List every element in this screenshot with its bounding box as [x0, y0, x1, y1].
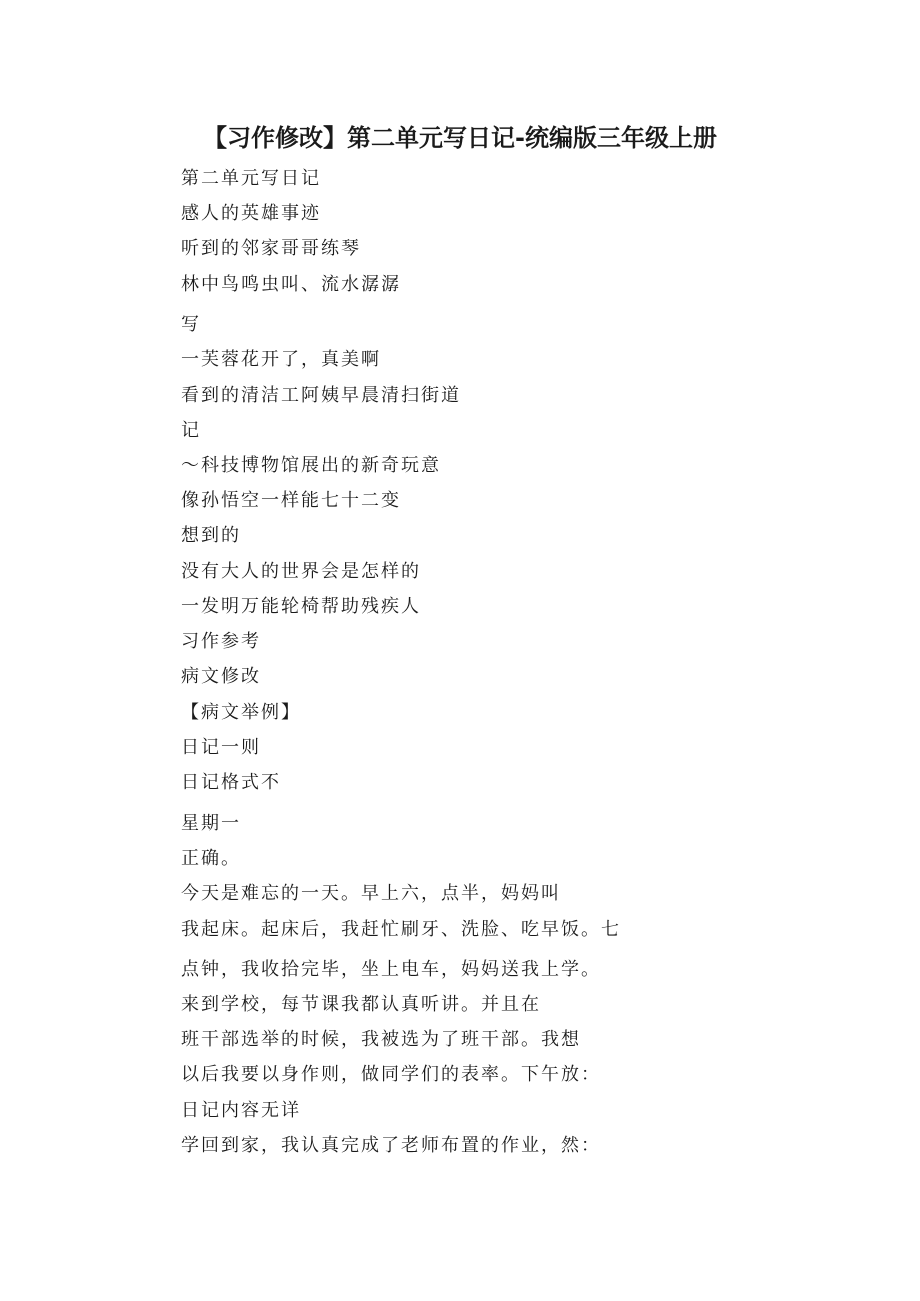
text-line: 点钟，我收拾完毕，坐上电车，妈妈送我上学。 — [181, 959, 601, 980]
text-line: 写 — [181, 314, 201, 335]
text-line: 第二单元写日记 — [181, 168, 321, 189]
text-line: 像孙悟空一样能七十二变 — [181, 490, 401, 511]
text-line: 一芙蓉花开了，真美啊 — [181, 349, 381, 370]
text-line: 想到的 — [181, 525, 241, 546]
text-line: 感人的英雄事迹 — [181, 203, 321, 224]
text-line: 我起床。起床后，我赶忙刷牙、洗脸、吃早饭。七 — [181, 919, 621, 940]
text-line: 日记格式不 — [181, 772, 281, 793]
document-title: 【习作修改】第二单元写日记-统编版三年级上册 — [203, 124, 717, 152]
text-line: 日记内容无详 — [181, 1100, 301, 1121]
text-line: 日记一则 — [181, 737, 261, 758]
text-line: ～科技博物馆展出的新奇玩意 — [181, 455, 441, 476]
text-line: 来到学校，每节课我都认真听讲。并且在 — [181, 994, 541, 1015]
text-line: 没有大人的世界会是怎样的 — [181, 561, 421, 582]
text-line: 病文修改 — [181, 666, 261, 687]
text-line: 一发明万能轮椅帮助残疾人 — [181, 596, 421, 617]
text-line: 今天是难忘的一天。早上六，点半，妈妈叫 — [181, 883, 561, 904]
text-line: 看到的清洁工阿姨早晨清扫街道 — [181, 385, 461, 406]
text-line: 【病文举例】 — [181, 702, 301, 723]
text-line: 星期一 — [181, 813, 241, 834]
text-line: 林中鸟鸣虫叫、流水潺潺 — [181, 274, 401, 295]
text-line: 学回到家，我认真完成了老师布置的作业，然： — [181, 1135, 601, 1156]
text-line: 以后我要以身作则，做同学们的表率。下午放： — [181, 1064, 601, 1085]
text-line: 听到的邻家哥哥练琴 — [181, 238, 361, 259]
text-line: 习作参考 — [181, 631, 261, 652]
text-line: 正确。 — [181, 848, 241, 869]
text-line: 班干部选举的时候，我被选为了班干部。我想 — [181, 1029, 581, 1050]
text-line: 记 — [181, 420, 201, 441]
